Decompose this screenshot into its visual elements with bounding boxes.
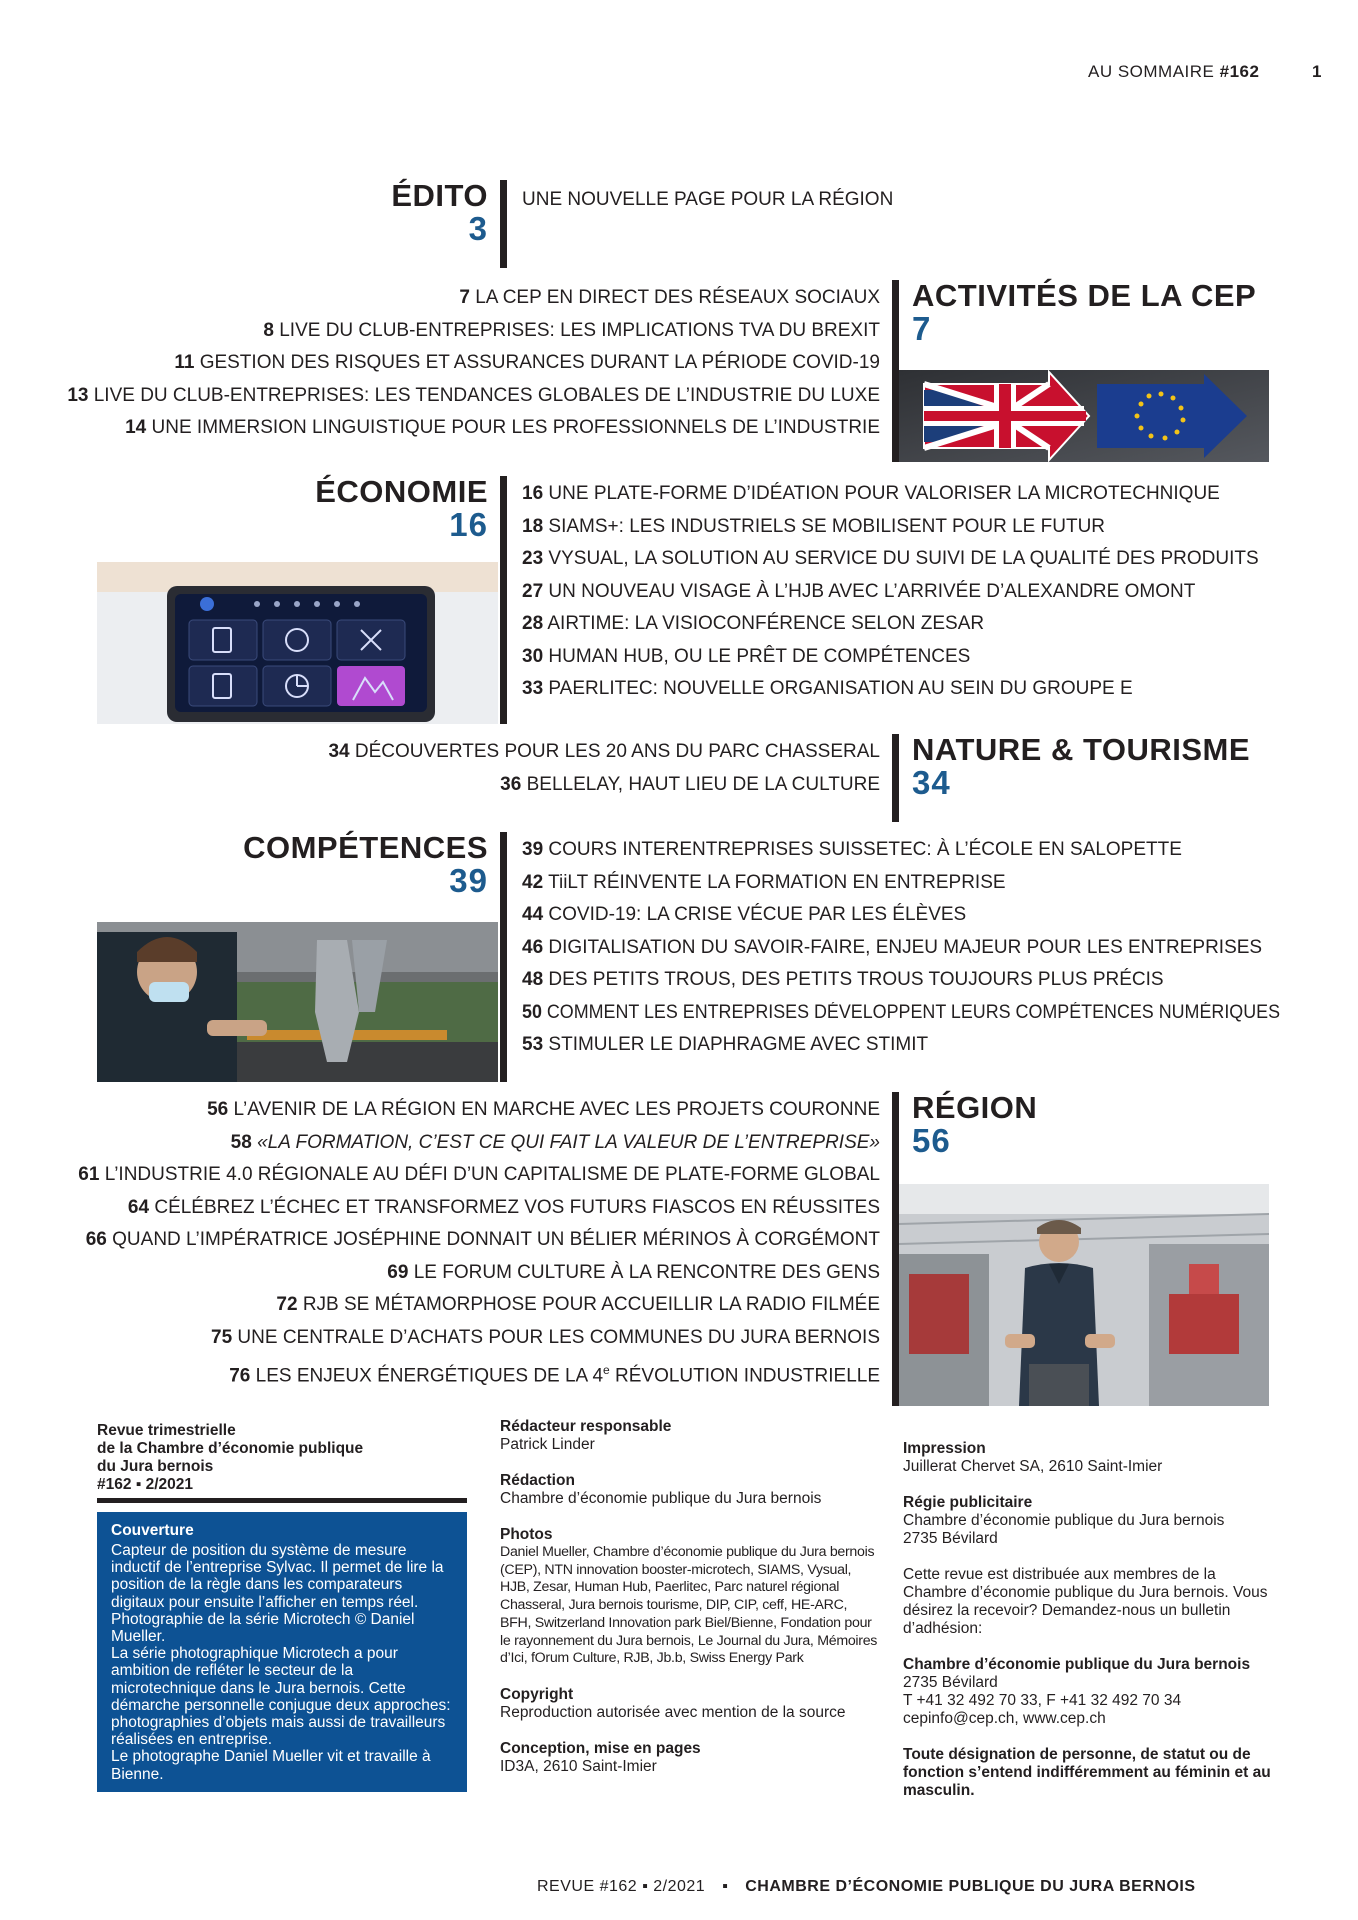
redacteur-value: Patrick Linder [500, 1436, 595, 1453]
edito-heading [330, 180, 488, 246]
impression-label: Impression [903, 1440, 986, 1457]
item-title: UNE IMMERSION LINGUISTIQUE POUR LES PROFESSIONNELS DE L’INDUSTRIE [151, 417, 880, 438]
item-title: AIRTIME: LA VISIOCONFÉRENCE SELON ZESAR [547, 613, 985, 634]
economie-list [522, 478, 1259, 706]
regie-address: 2735 Bévilard [903, 1530, 998, 1547]
item-page-number: 61 [78, 1164, 100, 1185]
economie-heading [260, 476, 488, 542]
item-page-number: 64 [127, 1196, 150, 1218]
regie-label: Régie publicitaire [903, 1494, 1033, 1511]
cover-text-3: Le photographe Daniel Mueller vit et travaille à Bienne. [111, 1748, 431, 1783]
activites-item[interactable] [40, 412, 880, 445]
factory-portrait-illustration [899, 1184, 1269, 1406]
item-title: UN NOUVEAU VISAGE À L’HJB AVEC L’ARRIVÉE D’ALEXANDRE OMONT [548, 580, 1196, 602]
item-page-number: 13 [67, 384, 89, 406]
region-item[interactable] [40, 1127, 880, 1160]
item-superscript: e [603, 1363, 610, 1377]
item-title: UNE CENTRALE D’ACHATS POUR LES COMMUNES DU JURA BERNOIS [237, 1326, 880, 1348]
competences-item[interactable] [522, 964, 1327, 997]
region-title: RÉGION [912, 1090, 1038, 1125]
competences-item[interactable] [522, 834, 1327, 867]
item-title: DIGITALISATION DU SAVOIR-FAIRE, ENJEU MAJEUR POUR LES ENTREPRISES [548, 936, 1263, 958]
item-page-number: 56 [207, 1099, 229, 1120]
brexit-flags-photo [899, 370, 1269, 462]
item-page-number: 27 [522, 580, 544, 602]
header-issue: #162 [1219, 62, 1260, 81]
regie-value: Chambre d’économie publique du Jura bernois [903, 1512, 1225, 1529]
photos-label: Photos [500, 1526, 553, 1543]
item-title: L’AVENIR DE LA RÉGION EN MARCHE AVEC LES PROJETS COURONNE [233, 1099, 880, 1120]
item-title: TiiLT RÉINVENTE LA FORMATION EN ENTREPRISE [548, 871, 1006, 893]
footer-publisher: CHAMBRE D’ÉCONOMIE PUBLIQUE DU JURA BERNOIS [745, 1878, 1196, 1895]
region-item[interactable] [40, 1192, 880, 1225]
conception-value: ID3A, 2610 Saint-Imier [500, 1757, 657, 1775]
item-page-number: 46 [522, 936, 544, 958]
copyright-label: Copyright [500, 1685, 574, 1703]
competences-item[interactable] [522, 1029, 1327, 1062]
item-page-number: 23 [522, 548, 544, 569]
item-page-number: 42 [522, 871, 544, 893]
competences-item[interactable] [522, 899, 1327, 932]
item-title: COURS INTERENTREPRISES SUISSETEC: À L’ÉCOLE EN SALOPETTE [548, 839, 1182, 860]
redaction-label: Rédaction [500, 1472, 575, 1489]
flags-illustration [899, 370, 1269, 462]
conception-label: Conception, mise en pages [500, 1739, 701, 1757]
item-page-number: 53 [522, 1034, 544, 1055]
cover-title: Couverture [111, 1522, 194, 1539]
item-title: LIVE DU CLUB-ENTREPRISES: LES IMPLICATIONS TVA DU BREXIT [279, 319, 880, 341]
cover-text-2: La série photographique Microtech a pour ambition de refléter le secteur de la microtechnique dans le Jura bernois. Cette démarche personnelle conjugue deux approches: photographies d’objets mais aussi de travailleurs réalisées en entreprise. [111, 1645, 451, 1749]
competences-page-number: 39 [449, 862, 488, 899]
item-title: GESTION DES RISQUES ET ASSURANCES DURANT LA PÉRIODE COVID-19 [199, 352, 880, 373]
region-list [40, 1094, 880, 1393]
competences-item[interactable] [522, 997, 1327, 1030]
revue-line: de la Chambre d’économie publique [97, 1440, 364, 1457]
cep-address: 2735 Bévilard [903, 1674, 998, 1691]
nature-list [200, 736, 880, 801]
region-item[interactable] [40, 1159, 880, 1192]
item-page-number: 36 [500, 773, 522, 795]
item-title: UNE PLATE-FORME D’IDÉATION POUR VALORISER LA MICROTECHNIQUE [548, 483, 1220, 504]
region-heading [912, 1092, 1037, 1158]
cep-phone: T +41 32 492 70 33, F +41 32 492 70 34 [903, 1692, 1182, 1709]
item-title: VYSUAL, LA SOLUTION AU SERVICE DU SUIVI DE LA QUALITÉ DES PRODUITS [548, 548, 1259, 569]
item-title: DES PETITS TROUS, DES PETITS TROUS TOUJOURS PLUS PRÉCIS [548, 969, 1164, 990]
edito-divider [500, 180, 507, 268]
activites-list [40, 282, 880, 445]
economie-divider [500, 476, 507, 724]
activites-item[interactable] [40, 380, 880, 413]
revue-line: du Jura bernois [97, 1458, 214, 1475]
portrait-photo [899, 1184, 1269, 1406]
item-page-number: 33 [522, 678, 544, 699]
copyright-value: Reproduction autorisée avec mention de la source [500, 1703, 846, 1721]
revue-line: #162 ▪ 2/2021 [97, 1476, 193, 1493]
item-page-number: 28 [522, 613, 544, 634]
header-label: AU SOMMAIRE [1088, 62, 1215, 81]
cover-box [97, 1512, 467, 1792]
region-divider [892, 1092, 899, 1406]
competences-list [522, 834, 1327, 1062]
edito-title: ÉDITO [391, 178, 488, 213]
item-page-number: 39 [522, 839, 544, 860]
workshop-illustration [97, 922, 498, 1082]
item-page-number: 44 [522, 904, 544, 925]
region-item[interactable] [40, 1322, 880, 1355]
activites-item[interactable] [40, 315, 880, 348]
impression-value: Juillerat Chervet SA, 2610 Saint-Imier [903, 1458, 1163, 1475]
edito-item[interactable]: UNE NOUVELLE PAGE POUR LA RÉGION [522, 189, 894, 210]
economie-item[interactable] [522, 641, 1259, 674]
region-item[interactable] [40, 1354, 880, 1393]
activites-page-number: 7 [912, 310, 932, 347]
item-title: LES ENJEUX ÉNERGÉTIQUES DE LA 4 [255, 1365, 604, 1387]
nature-page-number: 34 [912, 764, 951, 801]
item-page-number: 66 [85, 1229, 107, 1250]
publisher-column [903, 1440, 1273, 1800]
economie-page-number: 16 [449, 506, 488, 543]
edito-list [522, 184, 893, 217]
edito-page-number: 3 [468, 210, 488, 247]
region-item[interactable] [40, 1289, 880, 1322]
region-item[interactable] [40, 1257, 880, 1290]
item-title: BELLELAY, HAUT LIEU DE LA CULTURE [526, 773, 880, 795]
item-title: STIMULER LE DIAPHRAGME AVEC STIMIT [548, 1034, 929, 1055]
item-title: LIVE DU CLUB-ENTREPRISES: LES TENDANCES GLOBALES DE L’INDUSTRIE DU LUXE [93, 384, 880, 406]
item-title: HUMAN HUB, OU LE PRÊT DE COMPÉTENCES [548, 645, 971, 667]
item-page-number: 8 [263, 319, 274, 341]
item-page-number: 18 [522, 515, 544, 537]
item-title: PAERLITEC: NOUVELLE ORGANISATION AU SEIN DU GROUPE E [548, 678, 1133, 699]
apprentice-photo [97, 922, 498, 1082]
activites-item[interactable] [40, 347, 880, 380]
activites-heading [912, 280, 1256, 346]
footer-issue: REVUE #162 ▪ 2/2021 [537, 1878, 706, 1895]
item-title-tail: RÉVOLUTION INDUSTRIELLE [609, 1365, 880, 1387]
redacteur-label: Rédacteur responsable [500, 1418, 672, 1435]
credits-column [500, 1418, 880, 1776]
region-item[interactable] [40, 1094, 880, 1127]
nature-heading [912, 734, 1250, 800]
economie-item[interactable] [522, 576, 1259, 609]
redaction-value: Chambre d’économie publique du Jura bernois [500, 1490, 822, 1507]
item-title: LE FORUM CULTURE À LA RENCONTRE DES GENS [413, 1261, 880, 1283]
item-page-number: 50 [522, 1001, 542, 1023]
item-title: SIAMS+: LES INDUSTRIELS SE MOBILISENT POUR LE FUTUR [548, 515, 1106, 537]
item-page-number: 58 [230, 1131, 252, 1153]
nature-item[interactable] [200, 769, 880, 802]
item-page-number: 14 [125, 417, 147, 438]
nature-item[interactable] [200, 736, 880, 769]
item-page-number: 11 [174, 352, 195, 373]
tablet-illustration [97, 562, 498, 724]
competences-divider [500, 832, 507, 1082]
competences-item[interactable] [522, 932, 1327, 965]
item-title: COVID-19: LA CRISE VÉCUE PAR LES ÉLÈVES [548, 904, 967, 925]
tablet-photo [97, 562, 498, 724]
region-page-number: 56 [912, 1122, 951, 1159]
region-item[interactable] [40, 1224, 880, 1257]
item-page-number: 7 [459, 287, 470, 308]
revue-rule [97, 1498, 467, 1503]
nature-divider [892, 734, 899, 822]
revue-info [97, 1422, 363, 1494]
cep-label: Chambre d’économie publique du Jura bernois [903, 1656, 1251, 1673]
item-page-number: 30 [522, 645, 544, 667]
item-page-number: 76 [229, 1365, 251, 1387]
item-title: LA CEP EN DIRECT DES RÉSEAUX SOCIAUX [475, 287, 880, 308]
economie-item[interactable] [522, 673, 1259, 706]
activites-item[interactable] [40, 282, 880, 315]
photos-value: Daniel Mueller, Chambre d’économie publique du Jura bernois (CEP), NTN innovation booster-microtech, SIAMS, Vysual, HJB, Zesar, Human Hub, Paerlitec, Parc naturel régional Chasseral, Jura bernois tourisme, DIP, CIP, ceff, HE-ARC, BFH, Switzerland Innovation park Biel/Bienne, Fondation pour le rayonnement du Jura bernois, Le Journal du Jura, Mémoires d’Ici, fOrum Culture, RJB, Jb.b, Swiss Energy Park [500, 1544, 878, 1667]
economie-item[interactable] [522, 608, 1259, 641]
activites-divider [892, 280, 899, 462]
activites-title: ACTIVITÉS DE LA CEP [912, 278, 1257, 313]
item-page-number: 34 [328, 741, 350, 762]
nature-title: NATURE & TOURISME [912, 732, 1251, 767]
footer [537, 1878, 1196, 1896]
economie-title: ÉCONOMIE [315, 474, 488, 509]
item-page-number: 48 [522, 969, 544, 990]
item-title: RJB SE MÉTAMORPHOSE POUR ACCUEILLIR LA RADIO FILMÉE [302, 1294, 880, 1315]
economie-item[interactable] [522, 511, 1259, 544]
item-title: «LA FORMATION, C’EST CE QUI FAIT LA VALEUR DE L’ENTREPRISE» [257, 1131, 880, 1153]
footer-separator: ▪ [722, 1878, 729, 1895]
item-page-number: 75 [211, 1326, 233, 1348]
item-title: COMMENT LES ENTREPRISES DÉVELOPPENT LEURS COMPÉTENCES NUMÉRIQUES [546, 1001, 1280, 1023]
item-page-number: 69 [387, 1261, 409, 1283]
competences-title: COMPÉTENCES [243, 830, 488, 865]
cep-contact-link[interactable]: cepinfo@cep.ch, www.cep.ch [903, 1710, 1106, 1727]
item-page-number: 72 [276, 1294, 298, 1315]
page-number: 1 [1312, 62, 1322, 81]
item-title: CÉLÉBREZ L’ÉCHEC ET TRANSFORMEZ VOS FUTURS FIASCOS EN RÉUSSITES [154, 1196, 880, 1218]
item-page-number: 16 [522, 483, 544, 504]
running-header [1088, 62, 1259, 82]
gender-note: Toute désignation de personne, de statut ou de fonction s’entend indifféremment au féminin et au masculin. [903, 1746, 1271, 1799]
economie-item[interactable] [522, 543, 1259, 576]
item-title: QUAND L’IMPÉRATRICE JOSÉPHINE DONNAIT UN BÉLIER MÉRINOS À CORGÉMONT [112, 1229, 880, 1250]
item-title: L’INDUSTRIE 4.0 RÉGIONALE AU DÉFI D’UN CAPITALISME DE PLATE-FORME GLOBAL [104, 1164, 880, 1185]
distribution-note: Cette revue est distribuée aux membres de la Chambre d’économie publique du Jura bernois. Vous désirez la recevoir? Demandez-nous un bulletin d’adhésion: [903, 1566, 1268, 1637]
revue-line: Revue trimestrielle [97, 1422, 236, 1439]
item-title: DÉCOUVERTES POUR LES 20 ANS DU PARC CHASSERAL [354, 741, 880, 762]
economie-item[interactable] [522, 478, 1259, 511]
cover-text: Capteur de position du système de mesure inductif de l’entreprise Sylvac. Il permet de lire la position de la règle dans les comparateurs digitaux pour ensuite l’afficher en temps réel. Photographie de la série Microtech © Daniel Mueller. [111, 1542, 444, 1646]
competences-item[interactable] [522, 867, 1327, 900]
competences-heading [200, 832, 488, 898]
